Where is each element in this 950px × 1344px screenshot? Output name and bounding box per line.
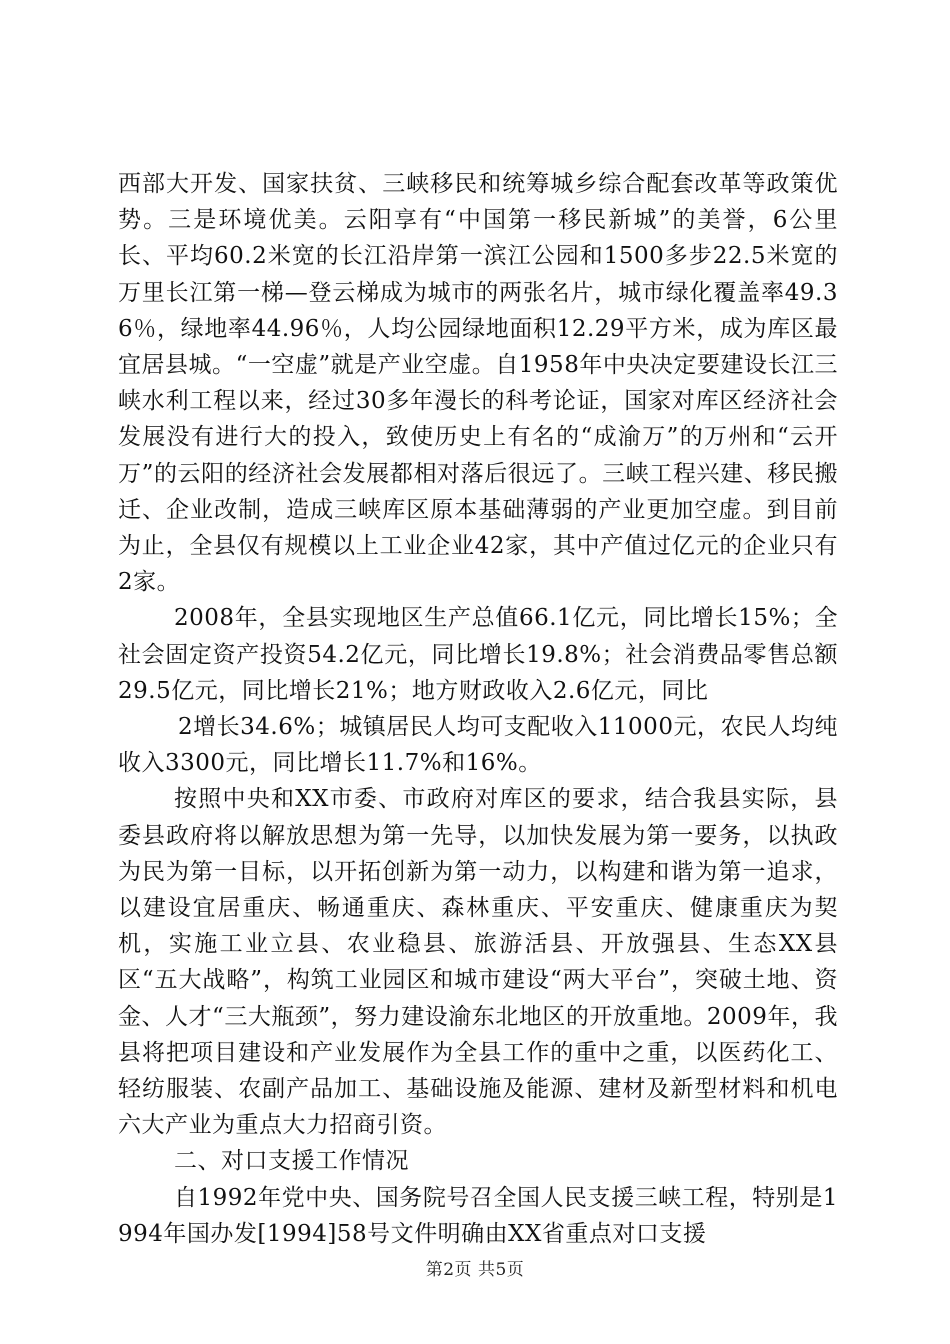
paragraph-2008-statistics-continued: 2增长34.6%；城镇居民人均可支配收入11000元，农民人均纯收入3300元，同比增长11.7%和16%。 xyxy=(118,714,838,777)
paragraph-development-strategy: 按照中央和XX市委、市政府对库区的要求，结合我县实际，县委县政府将以解放思想为第一先导，以加快发展为第一要务，以执政为民为第一目标，以开拓创新为第一动力，以构建和谐为第一追求，以建设宜居重庆、畅通重庆、森林重庆、平安重庆、健康重庆为契机，实施工业立县、农业稳县、旅游活县、开放强县、生态XX县区“五大战略”，构筑工业园区和城市建设“两大平台”，突破土地、资金、人才“三大瓶颈”，努力建设渝东北地区的开放重地。2009年，我县将把项目建设和产业发展作为全县工作的重中之重，以医药化工、轻纺服装、农副产品加工、基础设施及能源、建材及新型材料和机电六大产业为重点大力招商引资。 xyxy=(118,786,838,1139)
paragraph-2008-statistics: 2008年，全县实现地区生产总值66.1亿元，同比增长15%；全社会固定资产投资54.2亿元，同比增长19.8%；社会消费品零售总额29.5亿元，同比增长21%；地方财政收入2.6亿元，同比 xyxy=(118,605,838,704)
paragraph-support-history: 自1992年党中央、国务院号召全国人民支援三峡工程，特别是1994年国办发[1994]58号文件明确由XX省重点对口支援 xyxy=(118,1184,838,1247)
document-body xyxy=(118,166,838,1252)
page-number-footer: 第2页 共5页 xyxy=(425,1260,525,1280)
section-heading-support-work: 二、对口支援工作情况 xyxy=(174,1148,409,1175)
paragraph-policy-environment-industry: 西部大开发、国家扶贫、三峡移民和统筹城乡综合配套改革等政策优势。三是环境优美。云阳享有“中国第一移民新城”的美誉，6公里长、平均60.2米宽的长江沿岸第一滨江公园和1500多步22.5米宽的万里长江第一梯—登云梯成为城市的两张名片，城市绿化覆盖率49.36％，绿地率44.96％，人均公园绿地面积12.29平方米，成为库区最宜居县城。“一空虚”就是产业空虚。自1958年中央决定要建设长江三峡水利工程以来，经过30多年漫长的科考论证，国家对库区经济社会发展没有进行大的投入，致使历史上有名的“成渝万”的万州和“云开万”的云阳的经济社会发展都相对落后很远了。三峡工程兴建、移民搬迁、企业改制，造成三峡库区原本基础薄弱的产业更加空虚。到目前为止，全县仅有规模以上工业企业42家，其中产值过亿元的企业只有2家。 xyxy=(118,171,838,596)
